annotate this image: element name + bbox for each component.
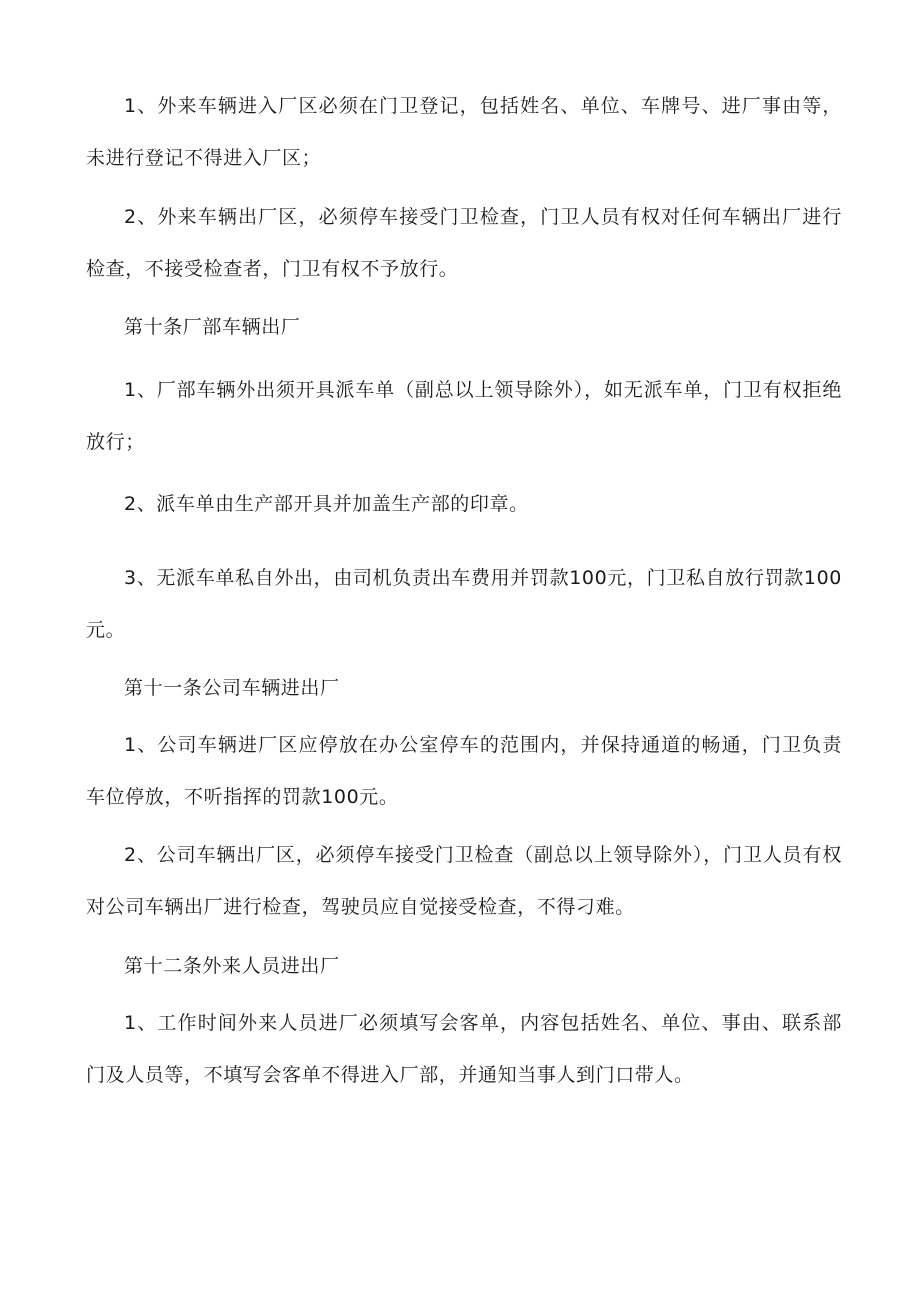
paragraph-company-vehicle-exit: 2、公司车辆出厂区，必须停车接受门卫检查（副总以上领导除外），门卫人员有权对公司车辆出厂进行检查，驾驶员应自觉接受检查，不得刁难。 xyxy=(86,844,842,918)
paragraph-factory-vehicle-dispatch: 1、厂部车辆外出须开具派车单（副总以上领导除外），如无派车单，门卫有权拒绝放行； xyxy=(86,379,842,453)
paragraph-visitor-registration: 1、工作时间外来人员进厂必须填写会客单，内容包括姓名、单位、事由、联系部门及人员等，不填写会客单不得进入厂部，并通知当事人到门口带人。 xyxy=(86,1012,842,1086)
heading-article-12: 第十二条外来人员进出厂 xyxy=(124,955,340,977)
paragraph-external-vehicle-exit: 2、外来车辆出厂区，必须停车接受门卫检查，门卫人员有权对任何车辆出厂进行检查，不接受检查者，门卫有权不予放行。 xyxy=(86,206,842,280)
paragraph-company-vehicle-parking: 1、公司车辆进厂区应停放在办公室停车的范围内，并保持通道的畅通，门卫负责车位停放，不听指挥的罚款100元。 xyxy=(86,734,842,808)
heading-article-11: 第十一条公司车辆进出厂 xyxy=(124,677,340,699)
paragraph-external-vehicle-entry: 1、外来车辆进入厂区必须在门卫登记，包括姓名、单位、车牌号、进厂事由等，未进行登记不得进入厂区； xyxy=(86,95,842,169)
paragraph-unauthorized-exit-fine: 3、无派车单私自外出，由司机负责出车费用并罚款100元，门卫私自放行罚款100元。 xyxy=(86,567,842,641)
paragraph-dispatch-form-issue: 2、派车单由生产部开具并加盖生产部的印章。 xyxy=(124,493,529,515)
heading-article-10: 第十条厂部车辆出厂 xyxy=(124,316,301,338)
